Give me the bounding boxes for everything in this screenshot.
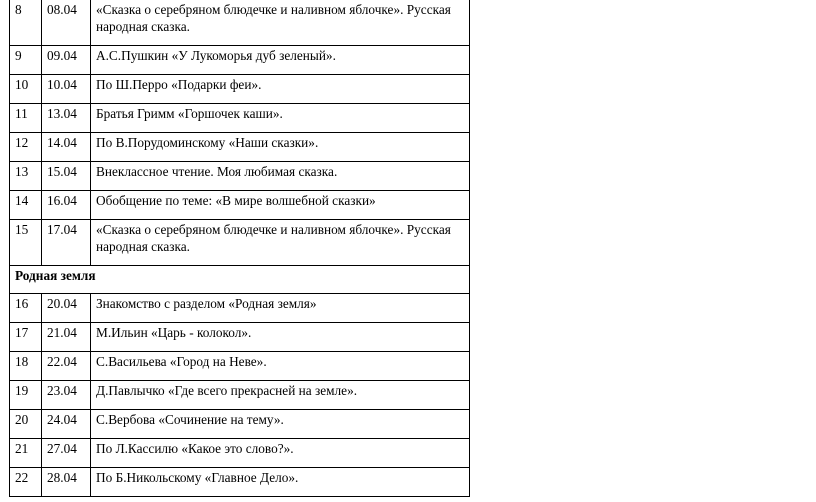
lesson-topic: По Л.Кассилю «Какое это слово?». — [91, 439, 470, 468]
lesson-number: 9 — [10, 46, 42, 75]
table-row — [10, 220, 470, 266]
lesson-topic: Внеклассное чтение. Моя любимая сказка. — [91, 162, 470, 191]
table-row — [10, 468, 470, 497]
lesson-number: 19 — [10, 381, 42, 410]
lesson-topic: С.Вербова «Сочинение на тему». — [91, 410, 470, 439]
table-row — [10, 104, 470, 133]
table-row — [10, 410, 470, 439]
lesson-date: 10.04 — [42, 75, 91, 104]
lesson-number: 15 — [10, 220, 42, 266]
lesson-topic: С.Васильева «Город на Неве». — [91, 352, 470, 381]
lesson-date: 14.04 — [42, 133, 91, 162]
section-title: Родная земля — [10, 266, 470, 294]
lesson-topic: Д.Павлычко «Где всего прекрасней на земле». — [91, 381, 470, 410]
lesson-topic: «Сказка о серебряном блюдечке и наливном яблочке». Русская народная сказка. — [91, 220, 470, 266]
lesson-topic: «Сказка о серебряном блюдечке и наливном яблочке». Русская народная сказка. — [91, 0, 470, 46]
lesson-date: 17.04 — [42, 220, 91, 266]
section-header-row — [10, 266, 470, 294]
lesson-date: 09.04 — [42, 46, 91, 75]
table-row — [10, 439, 470, 468]
table-row — [10, 75, 470, 104]
table-row — [10, 133, 470, 162]
table-row — [10, 191, 470, 220]
lesson-topic: По Ш.Перро «Подарки феи». — [91, 75, 470, 104]
lesson-number: 22 — [10, 468, 42, 497]
lesson-date: 22.04 — [42, 352, 91, 381]
lesson-date: 15.04 — [42, 162, 91, 191]
lesson-number: 10 — [10, 75, 42, 104]
lesson-topic: А.С.Пушкин «У Лукоморья дуб зеленый». — [91, 46, 470, 75]
lesson-number: 11 — [10, 104, 42, 133]
lesson-date: 08.04 — [42, 0, 91, 46]
lesson-date: 27.04 — [42, 439, 91, 468]
lesson-topic: Обобщение по теме: «В мире волшебной сказки» — [91, 191, 470, 220]
lesson-date: 20.04 — [42, 294, 91, 323]
lesson-number: 14 — [10, 191, 42, 220]
lesson-date: 13.04 — [42, 104, 91, 133]
table-row — [10, 381, 470, 410]
lesson-number: 17 — [10, 323, 42, 352]
lesson-number: 18 — [10, 352, 42, 381]
table-row — [10, 0, 470, 46]
lesson-date: 16.04 — [42, 191, 91, 220]
lesson-number: 20 — [10, 410, 42, 439]
lesson-topic: По Б.Никольскому «Главное Дело». — [91, 468, 470, 497]
table-row — [10, 323, 470, 352]
lesson-number: 13 — [10, 162, 42, 191]
lesson-number: 8 — [10, 0, 42, 46]
lesson-plan-table — [9, 0, 470, 497]
lesson-topic: М.Ильин «Царь - колокол». — [91, 323, 470, 352]
table-row — [10, 162, 470, 191]
lesson-date: 24.04 — [42, 410, 91, 439]
lesson-date: 28.04 — [42, 468, 91, 497]
table-row — [10, 46, 470, 75]
lesson-topic: По В.Порудоминскому «Наши сказки». — [91, 133, 470, 162]
lesson-topic: Знакомство с разделом «Родная земля» — [91, 294, 470, 323]
lesson-date: 21.04 — [42, 323, 91, 352]
lesson-number: 21 — [10, 439, 42, 468]
table-row — [10, 294, 470, 323]
lesson-topic: Братья Гримм «Горшочек каши». — [91, 104, 470, 133]
lesson-date: 23.04 — [42, 381, 91, 410]
lesson-number: 12 — [10, 133, 42, 162]
lesson-number: 16 — [10, 294, 42, 323]
table-row — [10, 352, 470, 381]
